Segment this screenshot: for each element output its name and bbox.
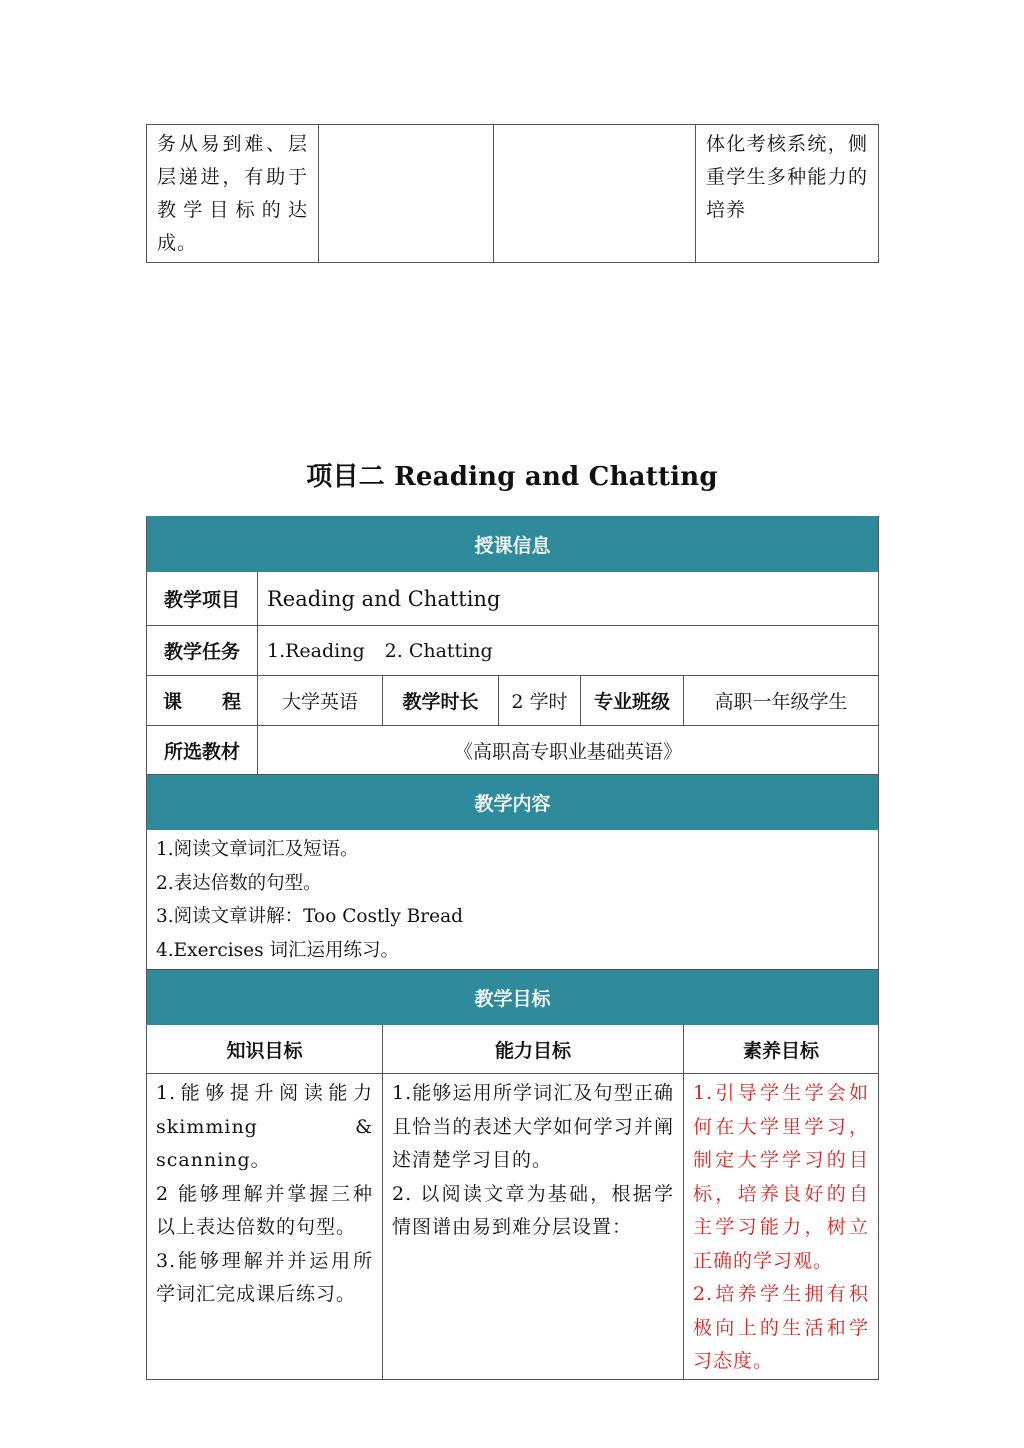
ability-goals-cell (383, 1074, 684, 1380)
course-label-part-2: 程 (221, 691, 241, 713)
course-value: 大学英语 (258, 676, 383, 726)
literacy-goal-item: 2.培养学生拥有积极向上的生活和学习态度。 (693, 1283, 870, 1372)
ability-goal-item: 1.能够运用所学词汇及句型正确且恰当的表述大学如何学习并阐述清楚学习目的。 (392, 1082, 674, 1171)
task-value (258, 626, 879, 676)
literacy-goals-header: 素养目标 (684, 1025, 879, 1074)
knowledge-goals-cell (147, 1074, 383, 1380)
table-row (147, 830, 879, 970)
teaching-content-body (147, 830, 879, 970)
continuation-cell-3 (494, 125, 696, 263)
teaching-goals-header: 教学目标 (147, 970, 879, 1025)
project-value: Reading and Chatting (258, 572, 879, 626)
literacy-goals-cell (684, 1074, 879, 1380)
class-label: 专业班级 (581, 676, 684, 726)
continuation-cell-1: 务从易到难、层层递进，有助于教学目标的达成。 (147, 125, 319, 263)
task-item-2: 2. Chatting (384, 639, 493, 662)
project-label: 教学项目 (147, 572, 258, 626)
content-line: 4.Exercises 词汇运用练习。 (156, 939, 399, 961)
table-row (147, 626, 879, 676)
teaching-info-header: 授课信息 (147, 517, 879, 572)
table-row (147, 775, 879, 830)
task-label: 教学任务 (147, 626, 258, 676)
table-row (147, 676, 879, 726)
knowledge-goal-item: 1.能够提升阅读能力 skimming & scanning。 (156, 1082, 373, 1171)
textbook-value: 《高职高专职业基础英语》 (258, 726, 879, 775)
table-row (147, 125, 879, 263)
ability-goals-header: 能力目标 (383, 1025, 684, 1074)
table-row (147, 970, 879, 1025)
class-value: 高职一年级学生 (684, 676, 879, 726)
table-row (147, 1074, 879, 1380)
course-label-part-1: 课 (163, 691, 183, 713)
content-line: 3.阅读文章讲解：Too Costly Bread (156, 906, 463, 927)
knowledge-goals-header: 知识目标 (147, 1025, 383, 1074)
table-row (147, 1025, 879, 1074)
lesson-plan-table (146, 516, 879, 1380)
previous-project-table-continuation (146, 124, 879, 263)
hours-value: 2 学时 (499, 676, 581, 726)
table-row (147, 726, 879, 775)
table-row (147, 517, 879, 572)
knowledge-goal-item: 2 能够理解并掌握三种以上表达倍数的句型。 (156, 1182, 373, 1238)
literacy-goal-item: 1.引导学生学会如何在大学里学习，制定大学学习的目标，培养良好的自主学习能力，树立正确的学习观。 (693, 1082, 870, 1272)
continuation-cell-2 (319, 125, 494, 263)
course-label (147, 676, 258, 726)
textbook-label: 所选教材 (147, 726, 258, 775)
section-title: 项目二 Reading and Chatting (306, 462, 718, 492)
task-item-1: 1.Reading (267, 639, 365, 662)
teaching-content-header: 教学内容 (147, 775, 879, 830)
table-row (147, 572, 879, 626)
ability-goal-item: 2. 以阅读文章为基础，根据学情图谱由易到难分层设置： (392, 1182, 674, 1238)
hours-label: 教学时长 (383, 676, 499, 726)
continuation-cell-4: 体化考核系统，侧重学生多种能力的培养 (696, 125, 879, 263)
content-line: 2.表达倍数的句型。 (156, 872, 322, 894)
knowledge-goal-item: 3.能够理解并并运用所学词汇完成课后练习。 (156, 1249, 373, 1305)
content-line: 1.阅读文章词汇及短语。 (156, 839, 359, 860)
